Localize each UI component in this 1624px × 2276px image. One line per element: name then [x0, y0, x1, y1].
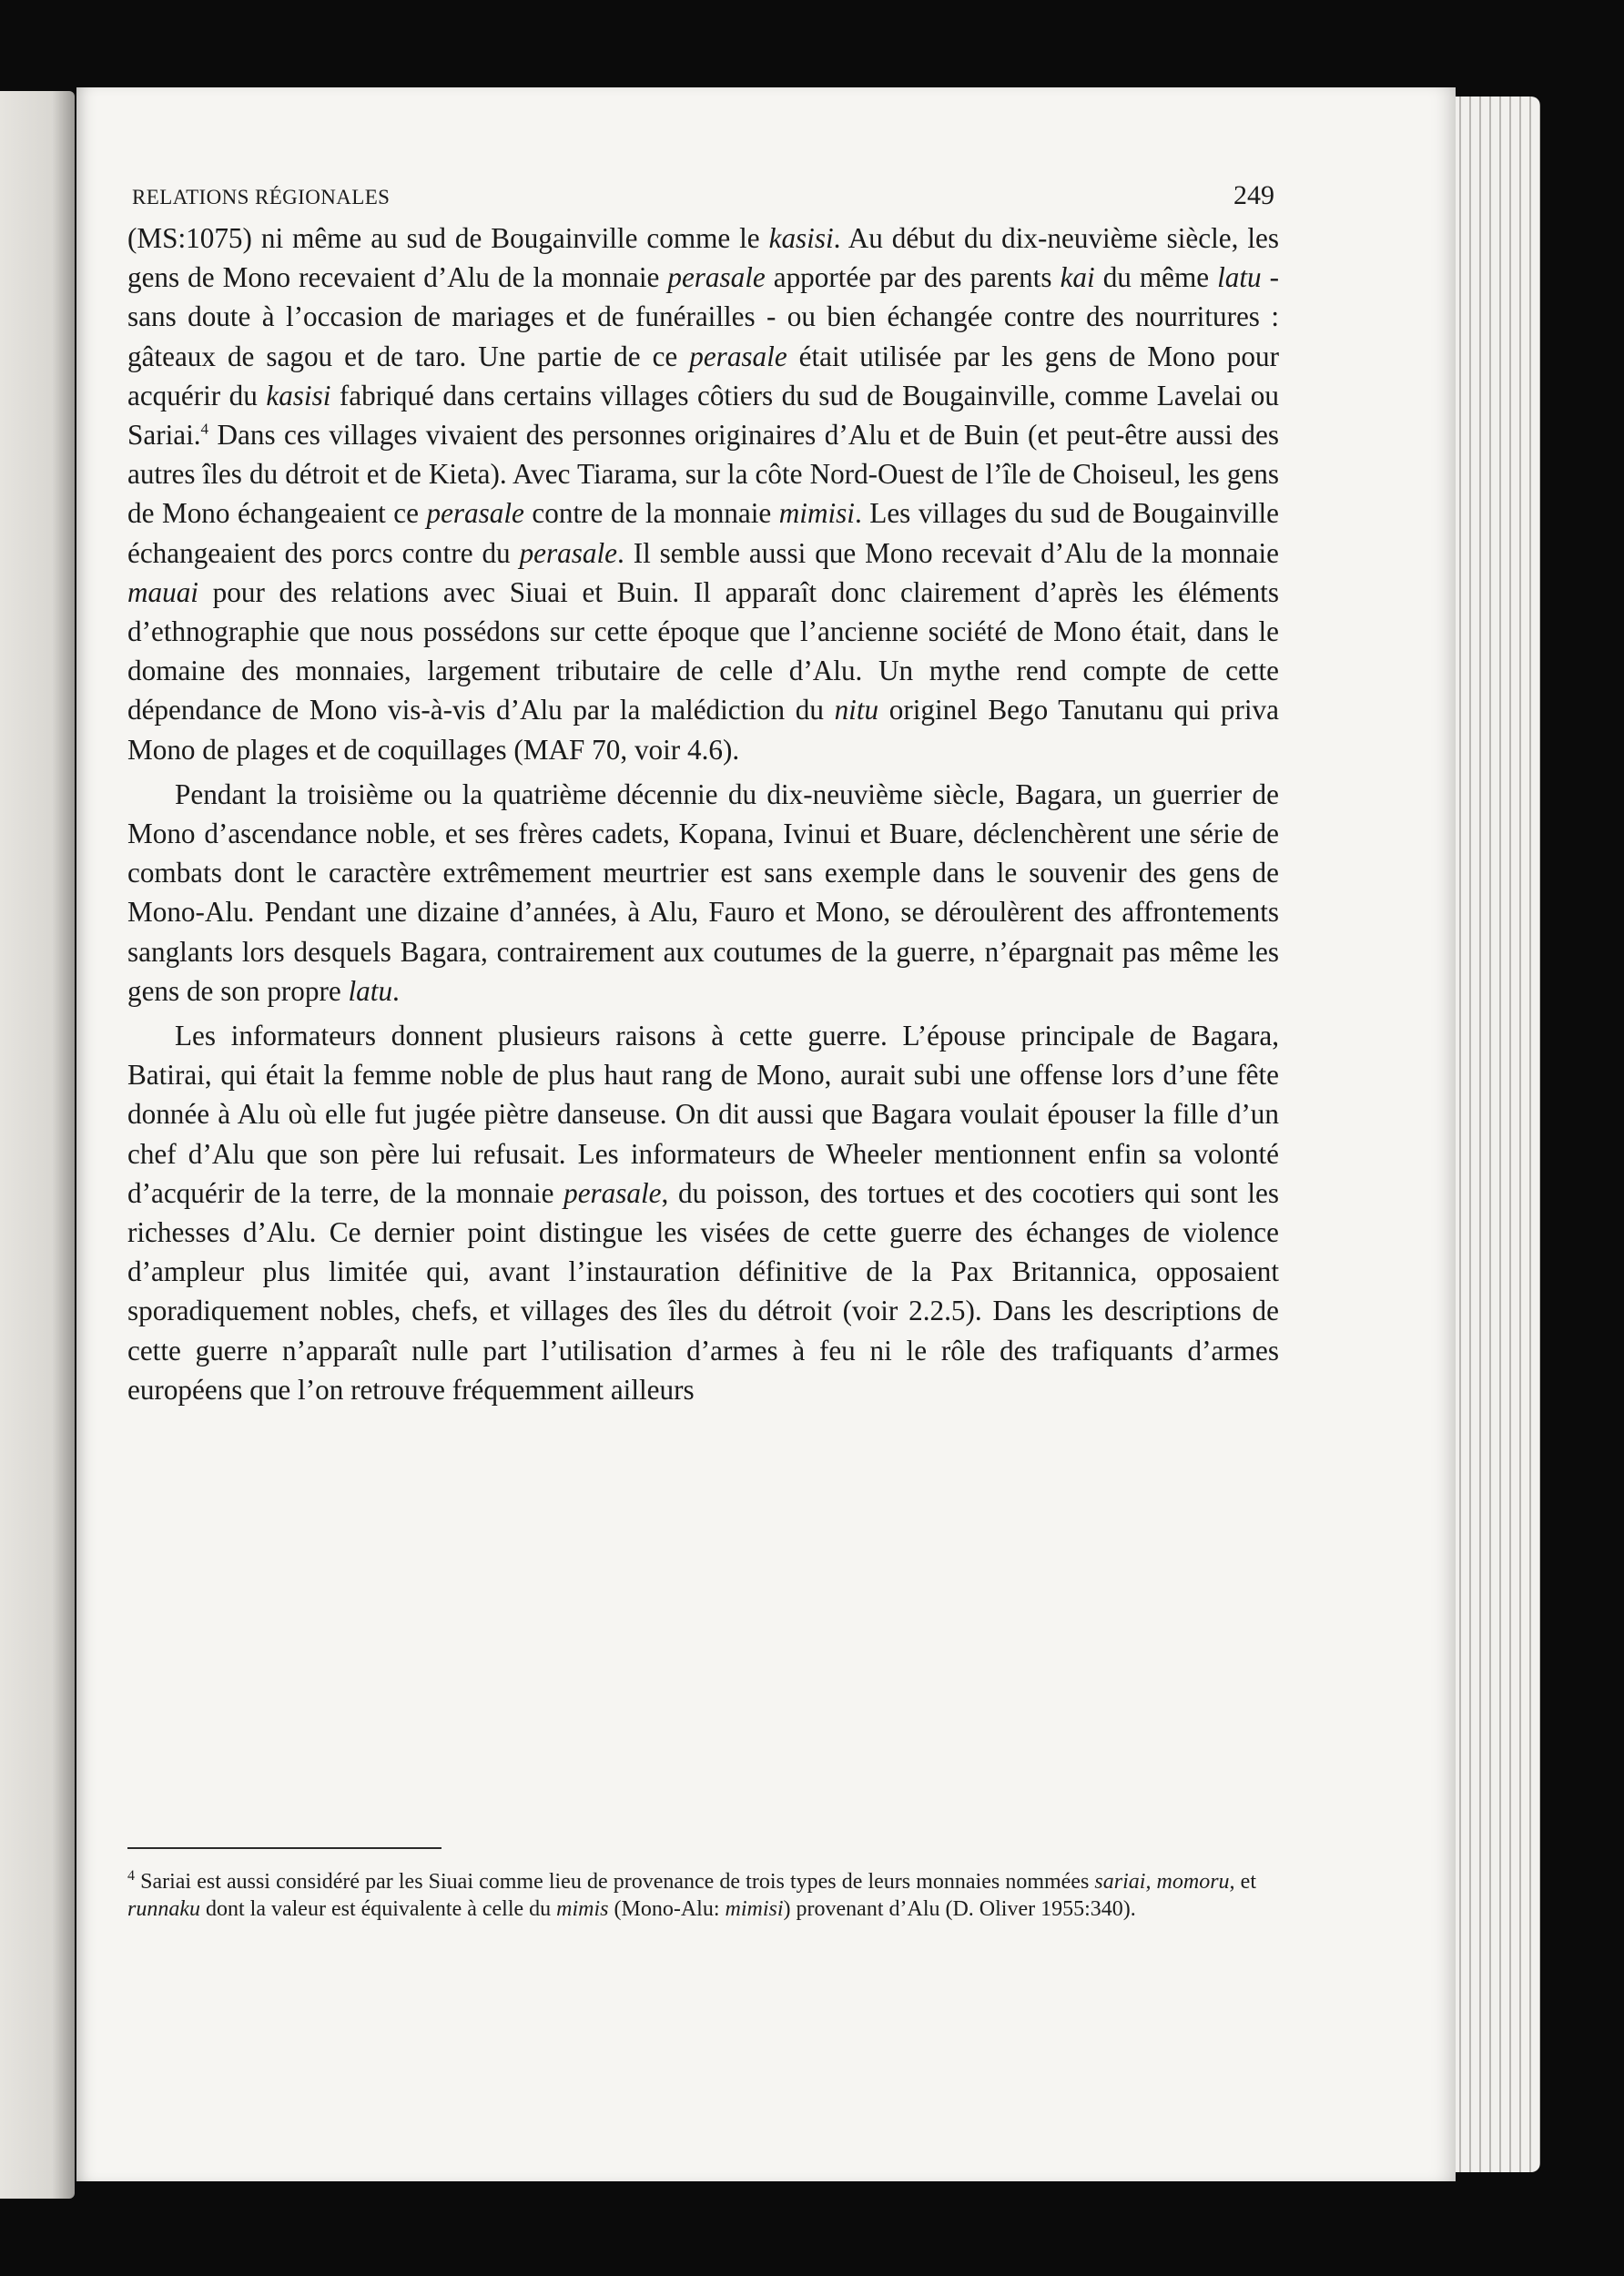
italic-term: kai: [1060, 261, 1095, 294]
italic-term: mimisi: [725, 1897, 784, 1921]
text-run: fabriqué dans certains villages côtiers du sud de Bougainville, comme Lavelai ou Sariai.: [127, 379, 1279, 452]
text-run: originel Bego Tanutanu qui priva Mono de plages et de coquillages (MAF 70, voir 4.6).: [127, 694, 1279, 766]
footnote: [127, 1868, 1256, 1923]
italic-term: runnaku: [127, 1897, 200, 1921]
text-run: . Au début du dix-neuvième siècle, les gens de Mono recevaient d’Alu de la monnaie: [127, 222, 1279, 294]
italic-term: mauai: [127, 575, 198, 608]
text-run: - sans doute à l’occasion de mariages et de funérailles - ou bien échangée contre des nourritures : gâteaux de sagou et de taro. Une partie de ce: [127, 261, 1280, 372]
italic-term: perasale: [689, 340, 787, 372]
facing-page-edge: [0, 91, 75, 2199]
text-run: Pendant la troisième ou la quatrième décennie du dix-neuvième siècle, Bagara, un guerrier de Mono d’ascendance noble, et ses frères cadets, Kopana, Ivinui et Buare, déclenchèrent une série de combats dont le caractère extrêmement meurtrier est sans exemple dans le souvenir des gens de Mono-Alu. Pendant une dizaine d’années, à Alu, Fauro et Mono, se déroulèrent des affrontements sanglants lors desquels Bagara, contrairement aux coutumes de la guerre, n’épargnait pas même les gens de son propre: [127, 777, 1279, 1007]
italic-term: perasale: [519, 536, 617, 569]
text-run: ) provenant d’Alu (D. Oliver 1955:340).: [783, 1897, 1136, 1921]
italic-term: mimisi: [778, 497, 855, 530]
footnote-reference: 4: [200, 420, 209, 438]
italic-term: perasale: [667, 261, 766, 294]
text-run: . Il semble aussi que Mono recevait d’Alu de la monnaie: [616, 536, 1279, 569]
italic-term: latu: [1217, 261, 1262, 294]
paragraph: [127, 218, 1279, 769]
text-run: . Les villages du sud de Bougainville échangeaient des porcs contre du: [127, 497, 1279, 569]
text-run: pour des relations avec Siuai et Buin. Il apparaît donc clairement d’après les éléments d’ethnographie que nous possédons sur cette époque que l’ancienne société de Mono était, dans le domaine des monnaies, largement tributaire de celle d’Alu. Un mythe rend compte de cette dépendance de Mono vis-à-vis d’Alu par la malédiction du: [127, 575, 1279, 726]
text-run: (Mono-Alu:: [608, 1897, 726, 1921]
italic-term: kasisi: [768, 222, 834, 254]
italic-term: perasale: [426, 497, 524, 530]
italic-term: mimis: [556, 1897, 609, 1921]
text-run: et: [1234, 1870, 1256, 1894]
text-run: apportée par des parents: [765, 261, 1061, 294]
body-text: [127, 218, 1279, 1409]
italic-term: kasisi: [266, 379, 331, 412]
paragraph: [127, 1016, 1279, 1409]
italic-term: nitu: [834, 694, 879, 726]
text-run: Dans ces villages vivaient des personnes originaires d’Alu et de Buin (et peut-être aussi des autres îles du détroit et de Kieta). Avec Tiarama, sur la côte Nord-Ouest de l’île de Choiseul, les gens de Mono échangeaient ce: [127, 419, 1279, 530]
text-run: dont la valeur est équivalente à celle du: [200, 1897, 557, 1921]
footnote-separator: [127, 1847, 442, 1849]
text-run: était utilisée par les gens de Mono pour acquérir du: [127, 340, 1279, 412]
text-run: contre de la monnaie: [523, 497, 779, 530]
text-run: , du poisson, des tortues et des cocotiers qui sont les richesses d’Alu. Ce dernier point distingue les visées de cette guerre des échanges de violence d’ampleur plus limitée qui, avant l’instauration définitive de la Pax Britannica, opposaient sporadiquement nobles, chefs, et villages des îles du détroit (voir 2.2.5). Dans les descriptions de cette guerre n’apparaît nulle part l’utilisation d’armes à feu ni le rôle des trafiquants d’armes européens que l’on retrouve fréquemment ailleurs: [127, 1176, 1279, 1406]
running-head: [132, 178, 1274, 222]
italic-term: latu: [348, 974, 393, 1007]
text-run: du même: [1094, 261, 1218, 294]
paragraph: [127, 775, 1279, 1011]
text-run: .: [392, 974, 400, 1007]
page-number: 249: [1233, 180, 1274, 210]
running-title: RELATIONS RÉGIONALES: [132, 186, 391, 208]
italic-term: sariai, momoru,: [1094, 1870, 1235, 1894]
footnote-number: 4: [127, 1868, 135, 1884]
text-run: (MS:1075) ni même au sud de Bougainville comme le: [127, 222, 769, 254]
italic-term: perasale: [563, 1176, 662, 1209]
text-run: Sariai est aussi considéré par les Siuai comme lieu de provenance de trois types de leurs monnaies nommées: [135, 1870, 1095, 1894]
text-run: Les informateurs donnent plusieurs raisons à cette guerre. L’épouse principale de Bagara, Batirai, qui était la femme noble de plus haut rang de Mono, aurait subi une offense lors d’une fête donnée à Alu où elle fut jugée piètre danseuse. On dit aussi que Bagara voulait épouser la fille d’un chef d’Alu que son père lui refusait. Les informateurs de Wheeler mentionnent enfin sa volonté d’acquérir de la terre, de la monnaie: [127, 1020, 1279, 1209]
